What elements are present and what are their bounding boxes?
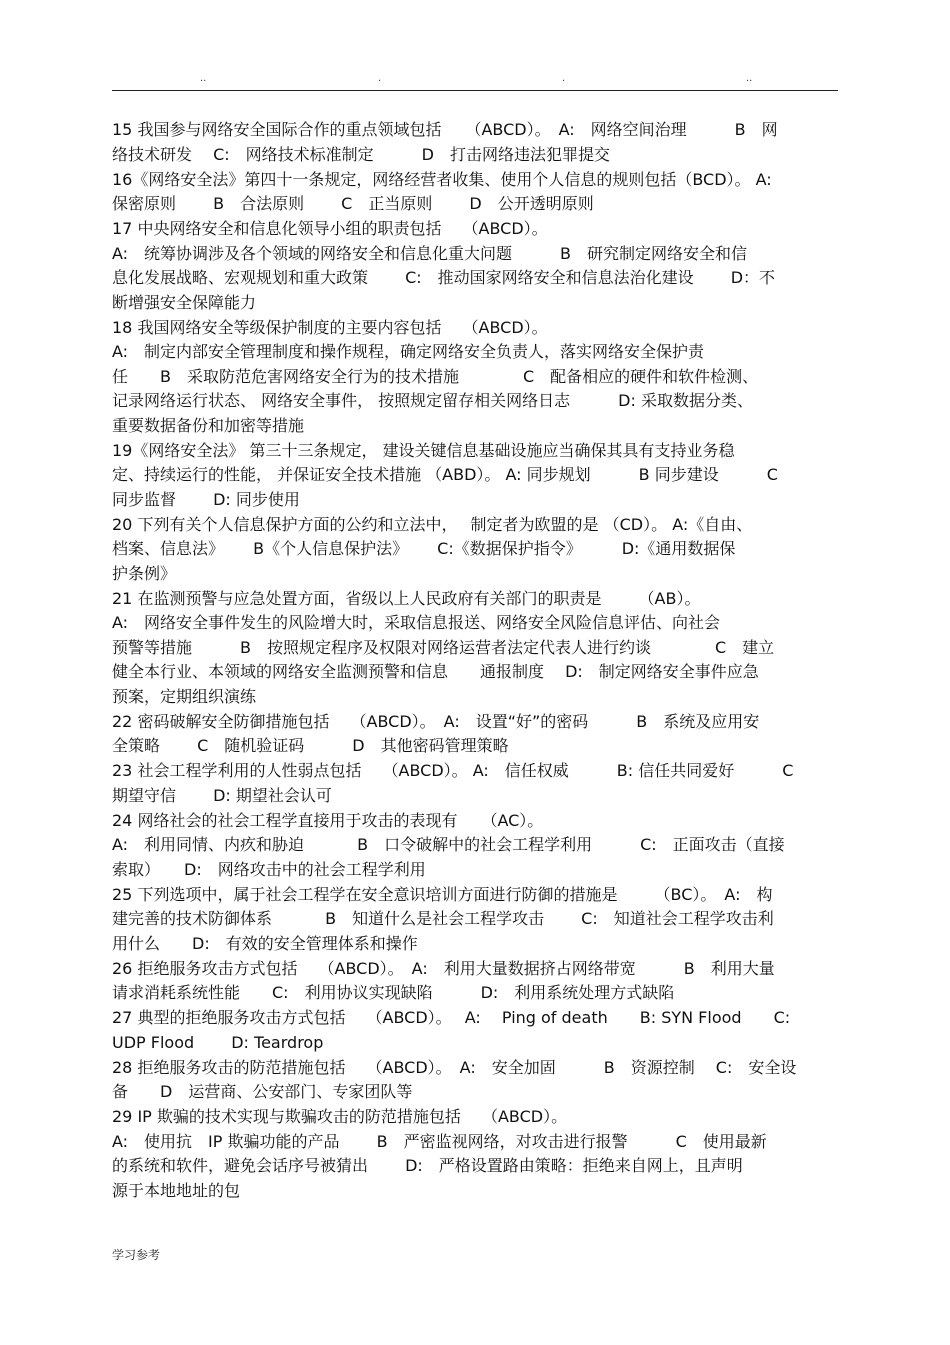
question-line: 息化发展战略、宏观规划和重大政策 C: 推动国家网络安全和信息法治化建设 D：不 <box>112 268 776 287</box>
question-item <box>112 759 838 808</box>
question-line: 20 下列有关个人信息保护方面的公约和立法中， 制定者为欧盟的是 （CD）。 A:《自由、 <box>112 514 753 534</box>
question-line: 28 拒绝服务攻击的防范措施包括 （ABCD）。 A: 安全加固 B 资源控制 C: 安全设 <box>112 1057 797 1077</box>
question-line: 护条例》 <box>112 563 177 583</box>
question-line: 19《网络安全法》 第三十三条规定， 建设关键信息基础设施应当确保其具有支持业务稳 <box>112 440 735 460</box>
question-item <box>112 809 838 883</box>
question-line: 27 典型的拒绝服务攻击方式包括 （ABCD）。 A: Ping of death B: SYN Flood C: <box>112 1008 791 1027</box>
question-item <box>112 1056 838 1105</box>
question-line: 23 社会工程学利用的人性弱点包括 （ABCD）。 A: 信任权威 B: 信任共同爱好 C <box>112 761 794 780</box>
question-line: 保密原则 B 合法原则 C 正当原则 D 公开透明原则 <box>112 194 594 213</box>
question-item <box>112 710 838 759</box>
question-line: 22 密码破解安全防御措施包括 （ABCD）。 A: 设置“好”的密码 B 系统及应用安 <box>112 711 760 731</box>
question-line: 备 D 运营商、公安部门、专家团队等 <box>112 1082 413 1101</box>
question-line: 任 B 采取防范危害网络安全行为的技术措施 C 配备相应的硬件和软件检测、 <box>112 366 759 386</box>
header-rule <box>112 90 838 91</box>
question-line: 断增强安全保障能力 <box>112 292 257 312</box>
header-dot-3: . <box>562 73 566 84</box>
question-line: 记录网络运行状态、 网络安全事件， 按照规定留存相关网络日志 D: 采取数据分类、 <box>112 391 753 410</box>
question-line: 源于本地地址的包 <box>112 1180 241 1200</box>
question-line: 的系统和软件，避免会话序号被猜出 D: 严格设置路由策略：拒绝来自网上，且声明 <box>112 1156 743 1175</box>
question-item <box>112 439 838 513</box>
question-line: 17 中央网络安全和信息化领导小组的职责包括 （ABCD）。 <box>112 219 548 238</box>
question-item <box>112 1006 838 1055</box>
header-dot-2: . <box>378 73 382 84</box>
question-line: A: 利用同情、内疚和胁迫 B 口令破解中的社会工程学利用 C: 正面攻击（直接 <box>112 835 785 854</box>
header-dot-1: .. <box>200 73 207 84</box>
question-line: A: 网络安全事件发生的风险增大时，采取信息报送、网络安全风险信息评估、向社会 <box>112 613 721 632</box>
question-line: 21 在监测预警与应急处置方面，省级以上人民政府有关部门的职责是 （AB）。 <box>112 588 701 608</box>
question-line: 档案、信息法》 B《个人信息保护法》 C:《数据保护指令》 D:《通用数据保 <box>112 539 736 558</box>
question-line: 29 IP 欺骗的技术实现与欺骗攻击的防范措施包括 （ABCD）。 <box>112 1107 568 1126</box>
question-item <box>112 957 838 1006</box>
question-item <box>112 1105 838 1203</box>
question-item <box>112 168 838 217</box>
question-line: 预警等措施 B 按照规定程序及权限对网络运营者法定代表人进行约谈 C 建立 <box>112 637 775 657</box>
question-line: 18 我国网络安全等级保护制度的主要内容包括 （ABCD）。 <box>112 317 548 337</box>
question-line: 络技术研发 C: 网络技术标准制定 D 打击网络违法犯罪提交 <box>112 144 610 164</box>
question-line: 请求消耗系统性能 C: 利用协议实现缺陷 D: 利用系统处理方式缺陷 <box>112 983 675 1002</box>
question-item <box>112 513 838 587</box>
question-line: 建完善的技术防御体系 B 知道什么是社会工程学攻击 C: 知道社会工程学攻击利 <box>112 909 774 928</box>
question-line: 索取） D: 网络攻击中的社会工程学利用 <box>112 859 426 879</box>
question-line: 重要数据备份和加密等措施 <box>112 415 305 435</box>
header-dot-4: .. <box>746 73 753 84</box>
question-line: 定、持续运行的性能， 并保证安全技术措施 （ABD）。 A: 同步规划 B 同步建设 C <box>112 465 778 484</box>
question-line: 预案，定期组织演练 <box>112 686 257 706</box>
question-line: 26 拒绝服务攻击方式包括 （ABCD）。 A: 利用大量数据挤占网络带宽 B 利用大量 <box>112 958 775 978</box>
question-line: UDP Flood D: Teardrop <box>112 1032 324 1052</box>
question-line: 16《网络安全法》第四十一条规定，网络经营者收集、使用个人信息的规则包括（BCD）。 A: <box>112 169 772 189</box>
question-list <box>112 118 838 1204</box>
question-line: A: 使用抗 IP 欺骗功能的产品 B 严密监视网络，对攻击进行报警 C 使用最新 <box>112 1131 767 1151</box>
question-item <box>112 217 838 315</box>
question-line: A: 制定内部安全管理制度和操作规程，确定网络安全负责人，落实网络安全保护责 <box>112 342 705 361</box>
page-header <box>112 72 838 86</box>
question-line: 健全本行业、本领域的网络安全监测预警和信息 通报制度 D: 制定网络安全事件应急 <box>112 662 759 681</box>
question-line: 24 网络社会的社会工程学直接用于攻击的表现有 （AC）。 <box>112 810 544 830</box>
question-item <box>112 883 838 957</box>
question-line: 25 下列选项中，属于社会工程学在安全意识培训方面进行防御的措施是 （BC）。 A: 构 <box>112 884 773 904</box>
question-line: 用什么 D: 有效的安全管理体系和操作 <box>112 933 418 953</box>
question-line: 全策略 C 随机验证码 D 其他密码管理策略 <box>112 736 509 755</box>
question-line: 期望守信 D: 期望社会认可 <box>112 785 332 805</box>
question-item <box>112 118 838 167</box>
question-item <box>112 587 838 710</box>
question-item <box>112 316 838 439</box>
page-footer: 学习参考 <box>112 1248 161 1262</box>
question-line: 15 我国参与网络安全国际合作的重点领域包括 （ABCD）。 A: 网络空间治理 B 网 <box>112 120 778 139</box>
question-line: 同步监督 D: 同步使用 <box>112 489 300 509</box>
question-line: A: 统筹协调涉及各个领域的网络安全和信息化重大问题 B 研究制定网络安全和信 <box>112 243 748 263</box>
